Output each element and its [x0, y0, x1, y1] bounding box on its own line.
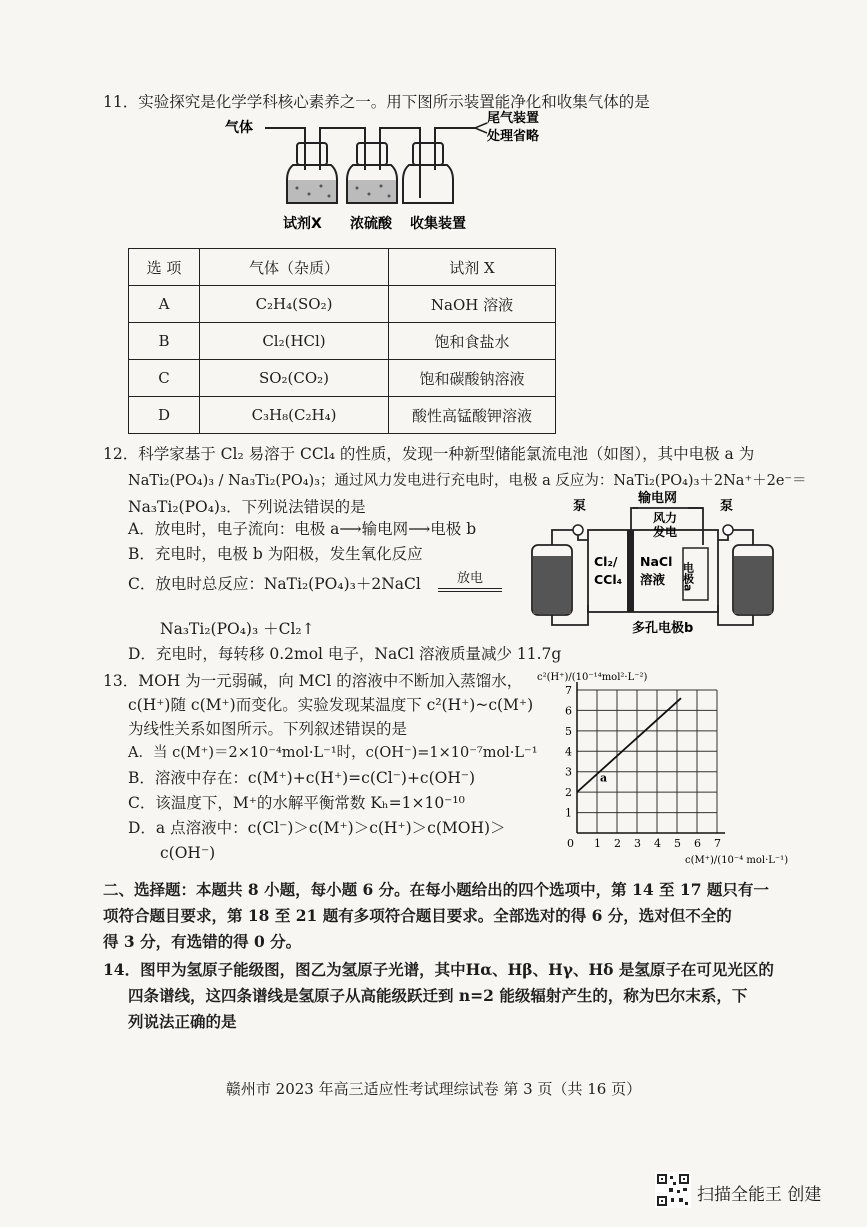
section2-line-2: 项符合题目要求，第 18 至 21 题有多项符合题目要求。全部选对的得 6 分，选对但不全的 [103, 906, 732, 925]
table-header-cell: 试剂 X [389, 249, 556, 286]
condition-label: 放电 [456, 571, 483, 586]
table-cell: Cl₂(HCl) [200, 323, 389, 360]
tail-label-1: 尾气装置 [487, 111, 540, 126]
series-line [577, 698, 681, 792]
page-footer: 赣州市 2023 年高三适应性考试理综试卷 第 3 页（共 16 页） [225, 1080, 642, 1098]
q12-option-d: D．充电时，每转移 0.2mol 电子，NaCl 溶液质量减少 11.7g [128, 645, 562, 663]
table-cell: C₃H₈(C₂H₄) [200, 397, 389, 434]
wind-label-2: 发电 [653, 525, 678, 539]
q12-battery-figure [528, 490, 778, 640]
chart-series [577, 698, 681, 792]
x-tick-label: 1 [594, 837, 601, 850]
q12-option-c-condition [438, 567, 502, 592]
table-row [129, 323, 556, 360]
cell-left-label-2: CCl₄ [594, 572, 623, 587]
table-cell: C [129, 360, 200, 397]
x-tick-label: 7 [714, 837, 721, 850]
table-cell: D [129, 397, 200, 434]
q12-line-3: Na₃Ti₂(PO₄)₃．下列说法错误的是 [128, 498, 366, 516]
table-cell: B [129, 323, 200, 360]
q11-apparatus-figure [225, 108, 555, 238]
q13-option-a: A．当 c(M⁺)＝2×10⁻⁴mol·L⁻¹时，c(OH⁻)=1×10⁻⁷mol·L⁻¹ [128, 745, 538, 761]
table-row [129, 360, 556, 397]
y-tick-label: 3 [565, 765, 572, 779]
q13-chart [535, 668, 795, 868]
bottle-3-label: 收集装置 [410, 216, 466, 232]
porous-electrode-label: 多孔电极b [632, 621, 694, 636]
grid-label: 输电网 [638, 491, 678, 506]
table-row [129, 286, 556, 323]
x-tick-label: 0 [567, 837, 574, 850]
q13-option-d-1: D．a 点溶液中：c(Cl⁻)＞c(M⁺)＞c(H⁺)＞c(MOH)＞ [128, 819, 506, 837]
cell-mid-label-1: NaCl [640, 554, 673, 569]
table-header-cell: 选 项 [129, 249, 200, 286]
pump-left-label: 泵 [573, 499, 587, 514]
table-cell: 酸性高锰酸钾溶液 [389, 397, 556, 434]
x-tick-label: 5 [674, 837, 681, 850]
cell-left-label-1: Cl₂/ [594, 554, 618, 569]
bottle-2-label: 浓硫酸 [350, 216, 392, 232]
q12-option-c-2: Na₃Ti₂(PO₄)₃ ＋Cl₂↑ [160, 620, 315, 638]
section2-line-3: 得 3 分，有选错的得 0 分。 [103, 932, 302, 951]
y-tick-label: 4 [565, 745, 572, 759]
cell-mid-label-2: 溶液 [640, 572, 666, 587]
x-tick-label: 6 [694, 837, 701, 850]
y-tick-label: 7 [565, 684, 572, 697]
y-tick-label: 6 [565, 704, 572, 718]
q14-line-1: 14．图甲为氢原子能级图，图乙为氢原子光谱，其中Hα、Hβ、Hγ、Hδ 是氢原子在可见光区的 [103, 960, 774, 979]
q12-option-c-1: C．放电时总反应：NaTi₂(PO₄)₃＋2NaCl [128, 575, 421, 593]
chart-ticks [565, 684, 721, 850]
table-header-cell: 气体（杂质） [200, 249, 389, 286]
x-tick-label: 3 [634, 837, 641, 850]
q12-line-1: 12．科学家基于 Cl₂ 易溶于 CCl₄ 的性质，发现一种新型储能氯流电池（如图），其中电极 a 为 [103, 445, 755, 463]
y-tick-label: 5 [565, 724, 572, 738]
q14-line-2: 四条谱线，这四条谱线是氢原子从高能级跃迁到 n=2 能级辐射产生的，称为巴尔末系，下 [128, 986, 748, 1005]
q12-option-a: A．放电时，电子流向：电极 a⟶输电网⟶电极 b [128, 520, 477, 538]
table-cell: 饱和食盐水 [389, 323, 556, 360]
table-cell: SO₂(CO₂) [200, 360, 389, 397]
y-tick-label: 1 [565, 806, 572, 820]
pump-right-label: 泵 [720, 499, 734, 514]
q13-option-b: B．溶液中存在：c(M⁺)+c(H⁺)=c(Cl⁻)+c(OH⁻) [128, 769, 476, 787]
x-tick-label: 4 [654, 837, 661, 850]
wind-label-1: 风力 [653, 511, 678, 525]
chart-ylabel: c²(H⁺)/(10⁻¹⁴mol²·L⁻²) [537, 672, 648, 683]
table-cell: NaOH 溶液 [389, 286, 556, 323]
table-cell: C₂H₄(SO₂) [200, 286, 389, 323]
qr-code-icon [655, 1172, 691, 1208]
y-tick-label: 2 [565, 786, 572, 800]
tail-label-2: 处理省略 [487, 129, 540, 144]
gas-in-label: 气体 [225, 120, 253, 136]
q13-line-3: 为线性关系如图所示。下列叙述错误的是 [128, 720, 408, 738]
table-row [129, 397, 556, 434]
chart-xlabel: c(M⁺)/(10⁻⁴ mol·L⁻¹) [685, 855, 789, 866]
q14-line-3: 列说法正确的是 [128, 1012, 237, 1031]
q13-option-c: C．该温度下，M⁺的水解平衡常数 Kₕ=1×10⁻¹⁰ [128, 794, 465, 812]
table-header-row [129, 249, 556, 286]
point-label: a [600, 771, 608, 785]
electrode-a-label: 电极a [681, 562, 695, 592]
table-cell: 饱和碳酸钠溶液 [389, 360, 556, 397]
q12-line-2: NaTi₂(PO₄)₃ / Na₃Ti₂(PO₄)₃；通过风力发电进行充电时，电极 a 反应为：NaTi₂(PO₄)₃＋2Na⁺＋2e⁻＝ [128, 473, 807, 489]
bottle-1-label: 试剂X [283, 216, 322, 232]
scanner-watermark: 扫描全能王 创建 [697, 1185, 822, 1205]
table-cell: A [129, 286, 200, 323]
section2-line-1: 二、选择题：本题共 8 小题，每小题 6 分。在每小题给出的四个选项中，第 14 至 17 题只有一 [103, 880, 769, 899]
q11-options-table [128, 248, 556, 434]
q13-line-1: 13．MOH 为一元弱碱，向 MCl 的溶液中不断加入蒸馏水， [103, 672, 523, 690]
q11-stem: 11．实验探究是化学学科核心素养之一。用下图所示装置能净化和收集气体的是 [103, 93, 650, 111]
q13-line-2: c(H⁺)随 c(M⁺)而变化。实验发现某温度下 c²(H⁺)~c(M⁺) [128, 696, 534, 714]
q13-option-d-2: c(OH⁻) [160, 844, 216, 862]
x-tick-label: 2 [614, 837, 621, 850]
q12-option-b: B．充电时，电极 b 为阳极，发生氧化反应 [128, 545, 423, 563]
chart-grid [577, 682, 725, 833]
